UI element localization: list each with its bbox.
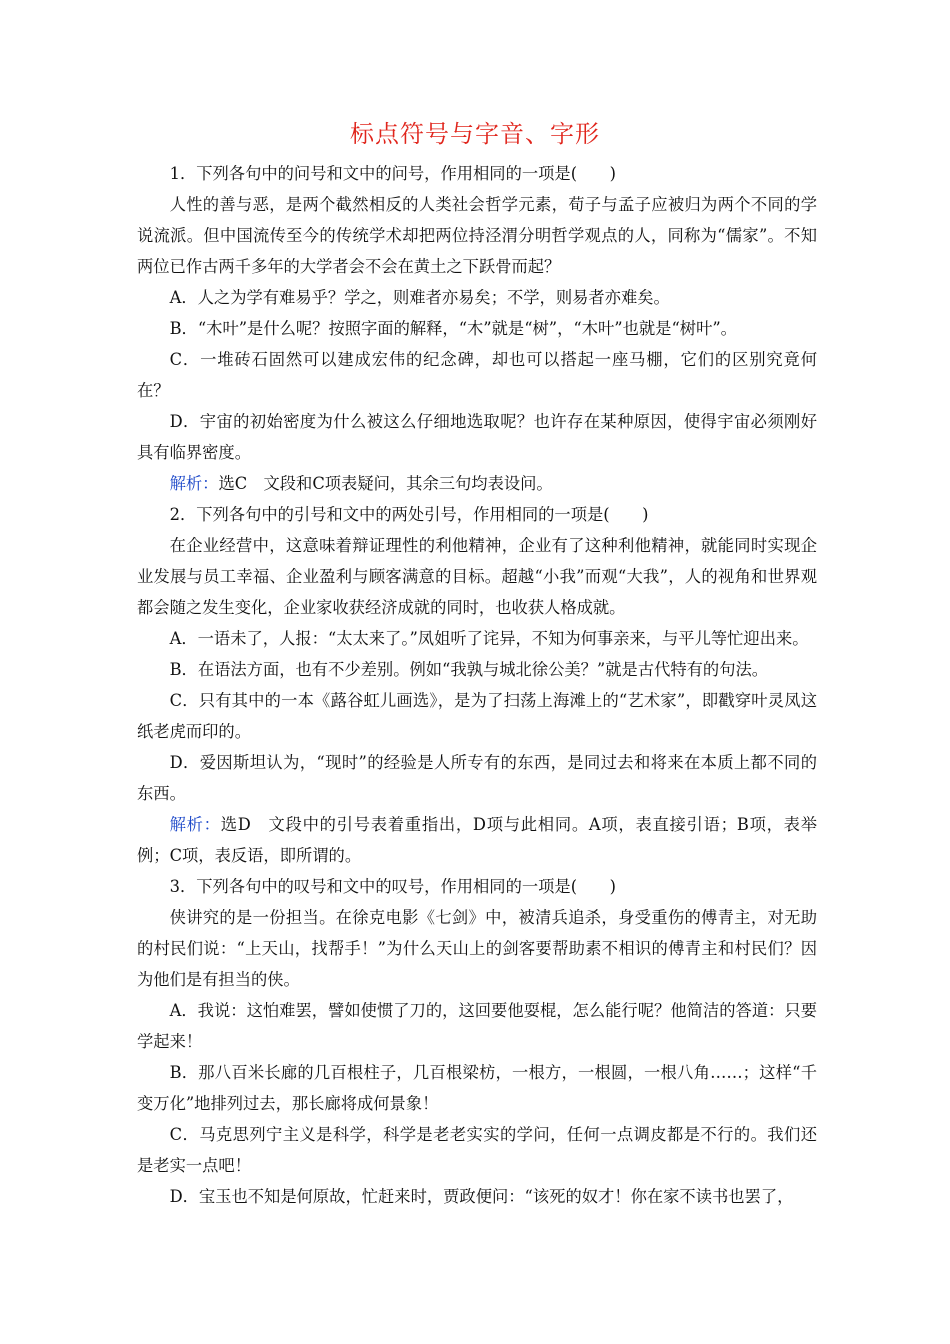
analysis-text: 选D 文段中的引号表着重指出，D项与此相同。A项，表直接引语；B项，表举例；C项，表反语，即所谓的。 [137,815,817,865]
question-stem: 1．下列各句中的问号和文中的问号，作用相同的一项是( ) [169,164,616,183]
option-b: B．“木叶”是什么呢？按照字面的解释，“木”就是“树”，“木叶”也就是“树叶”。 [169,319,737,338]
analysis [137,468,817,499]
option-a: A．一语未了，人报：“太太来了。”凤姐听了诧异，不知为何事亲来，与平儿等忙迎出来。 [169,629,809,648]
question-passage: 在企业经营中，这意味着辩证理性的利他精神，企业有了这种利他精神，就能同时实现企业发展与员工幸福、企业盈利与顾客满意的目标。超越“小我”而观“大我”，人的视角和世界观都会随之发生变化，企业家收获经济成就的同时，也收获人格成就。 [137,536,817,617]
option-c: C．一堆砖石固然可以建成宏伟的纪念碑，却也可以搭起一座马棚，它们的区别究竟何在？ [137,350,817,400]
analysis-label: 解析： [169,815,221,834]
option-c: C．只有其中的一本《蕗谷虹儿画选》，是为了扫荡上海滩上的“艺术家”，即戳穿叶灵凤这纸老虎而印的。 [137,691,817,741]
question-passage: 侠讲究的是一份担当。在徐克电影《七剑》中，被清兵追杀，身受重伤的傅青主，对无助的村民们说：“上天山，找帮手！”为什么天山上的剑客要帮助素不相识的傅青主和村民们？因为他们是有担当的侠。 [137,908,817,989]
option-a: A．人之为学有难易乎？学之，则难者亦易矣；不学，则易者亦难矣。 [169,288,670,307]
question-stem: 2．下列各句中的引号和文中的两处引号，作用相同的一项是( ) [169,505,649,524]
analysis-text: 选C 文段和C项表疑问，其余三句均表设问。 [218,474,553,493]
option-d: D．宝玉也不知是何原故，忙赶来时，贾政便问：“该死的奴才！你在家不读书也罢了， [169,1187,794,1206]
page-title: 标点符号与字音、字形 [350,120,600,148]
option-c: C．马克思列宁主义是科学，科学是老老实实的学问，任何一点调皮都是不行的。我们还是老实一点吧！ [137,1125,817,1175]
question-passage: 人性的善与恶，是两个截然相反的人类社会哲学元素，荀子与孟子应被归为两个不同的学说流派。但中国流传至今的传统学术却把两位持泾渭分明哲学观点的人，同称为“儒家”。不知两位已作古两千多年的大学者会不会在黄土之下跃骨而起？ [137,195,817,276]
analysis [137,809,817,871]
option-d: D．宇宙的初始密度为什么被这么仔细地选取呢？也许存在某种原因，使得宇宙必须刚好具有临界密度。 [137,412,817,462]
document-body [137,158,817,1212]
analysis-label: 解析： [169,474,219,493]
option-b: B．那八百米长廊的几百根柱子，几百根梁枋，一根方，一根圆，一根八角……；这样“千变万化”地排列过去，那长廊将成何景象！ [137,1063,817,1113]
option-b: B．在语法方面，也有不少差别。例如“我孰与城北徐公美？”就是古代特有的句法。 [169,660,769,679]
option-a: A．我说：这怕难罢，譬如使惯了刀的，这回要他耍棍，怎么能行呢？他简洁的答道：只要学起来！ [137,1001,817,1051]
question-stem: 3．下列各句中的叹号和文中的叹号，作用相同的一项是( ) [169,877,616,896]
option-d: D．爱因斯坦认为，“现时”的经验是人所专有的东西，是同过去和将来在本质上都不同的东西。 [137,753,817,803]
